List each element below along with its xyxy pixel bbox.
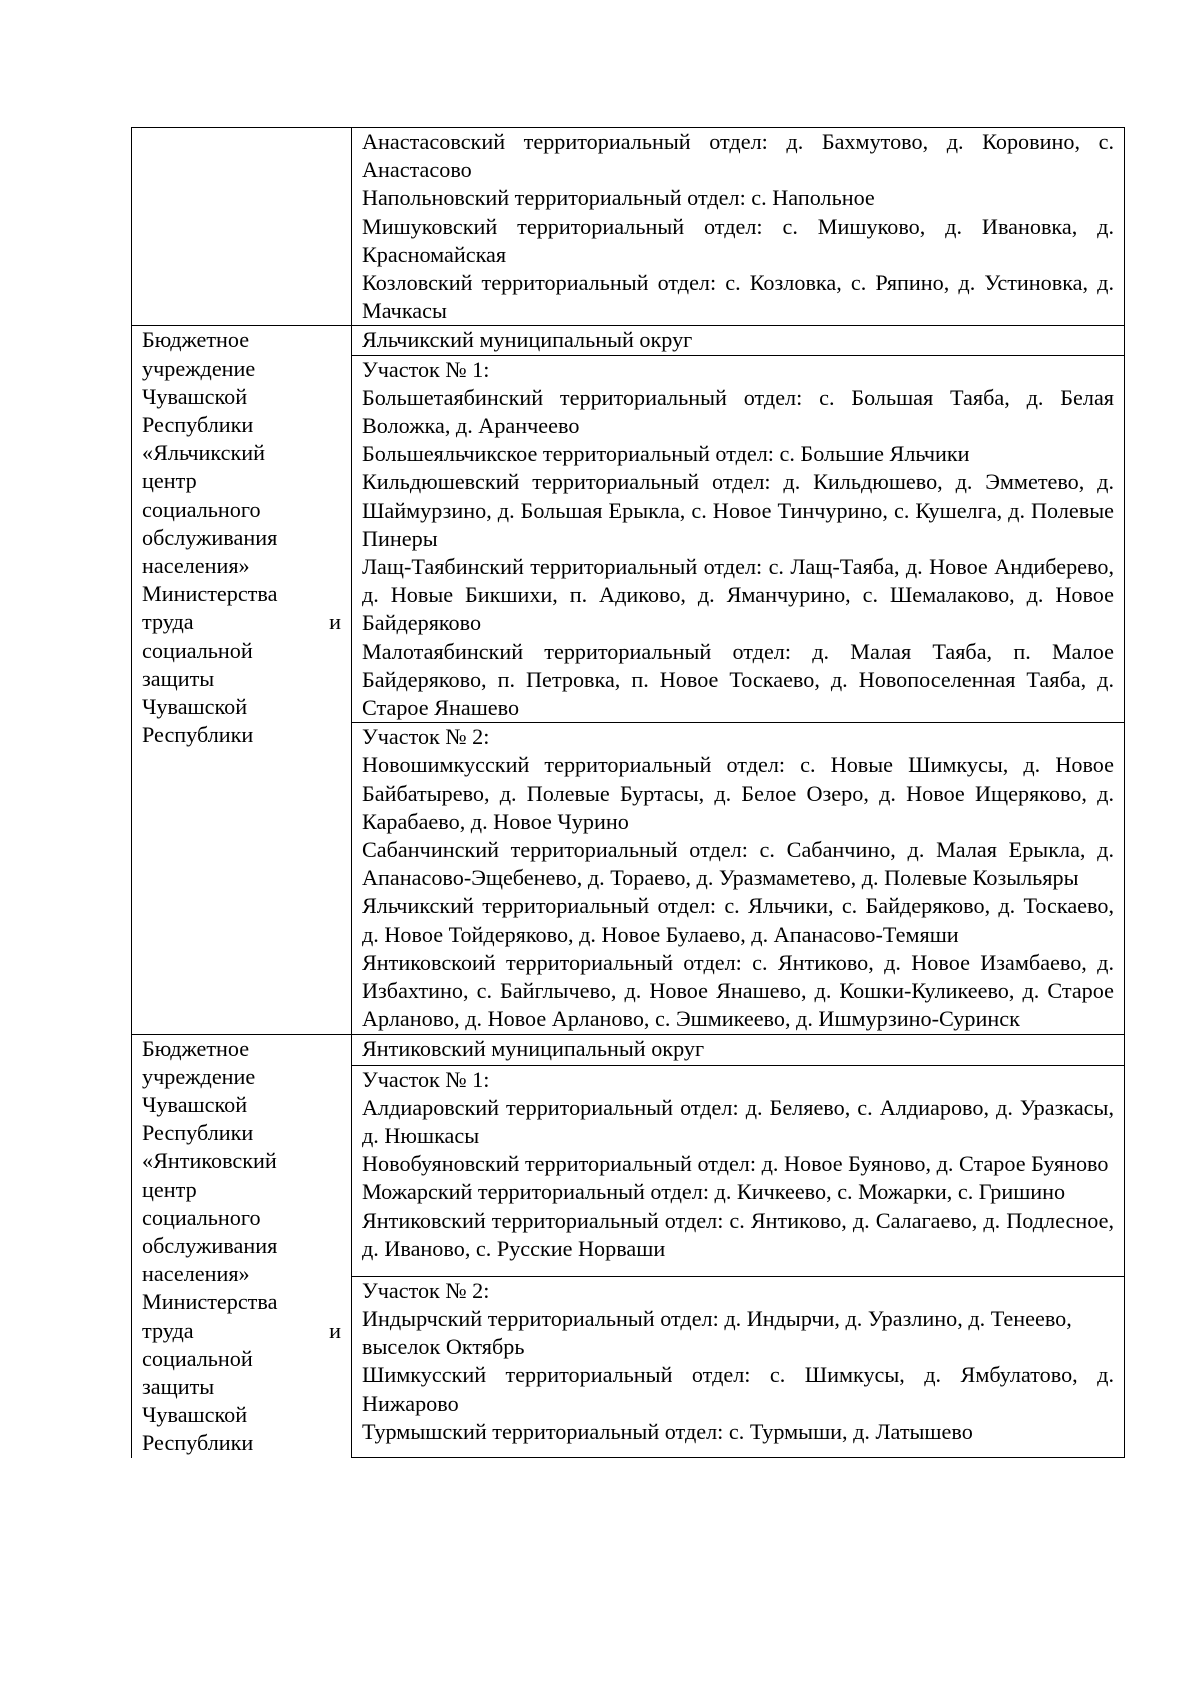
org-name: Бюджетное учреждение Чувашской Республики «Янтиковский центр социального обслуживания населения» Министерства [142, 1035, 278, 1315]
district-line: Напольновский территориальный отдел: с. Напольное [362, 185, 875, 211]
section-cell [352, 723, 1125, 1034]
district-line: Шимкусский территориальный отдел: с. Шимкусы, д. Ямбулатово, д. Нижарово [362, 1362, 1114, 1416]
district-line: Яльчикский территориальный отдел: с. Яльчики, с. Байдеряково, д. Тоскаево, д. Новое Тойдеряково, д. Новое Булаево, д. Апанасово-Темяши [362, 893, 1114, 947]
section-cell [352, 355, 1125, 723]
districts-cell [352, 128, 1125, 326]
section-title: Участок № 1: [362, 356, 490, 382]
okrug-title: Янтиковский муниципальный округ [362, 1035, 705, 1061]
org-word: труда [142, 609, 194, 635]
org-word-and: и [329, 1317, 341, 1343]
org-word-and: и [329, 609, 341, 635]
section-title: Участок № 2: [362, 724, 490, 750]
org-name-bottom: социальной защиты Чувашской Республики [142, 1345, 254, 1456]
district-line: Индырчский территориальный отдел: д. Индырчи, д. Уразлино, д. Тенеево, [362, 1306, 1072, 1332]
okrug-cell [352, 326, 1125, 355]
table-row [132, 326, 1125, 355]
table-row [132, 128, 1125, 326]
section-title: Участок № 2: [362, 1277, 490, 1303]
district-line: Турмышский территориальный отдел: с. Турмыши, д. Латышево [362, 1418, 973, 1444]
district-line: Козловский территориальный отдел: с. Козловка, с. Ряпино, д. Устиновка, д. Мачкасы [362, 270, 1114, 324]
district-line: выселок Октябрь [362, 1334, 525, 1360]
district-line: Малотаябинский территориальный отдел: д. Малая Таяба, п. Малое Байдеряково, п. Петровка, п. Новое Тоскаево, д. Новопоселенная Таяба, д. Старое Янашево [362, 638, 1114, 721]
district-line: Мишуковский территориальный отдел: с. Мишуково, д. Ивановка, д. Красномайская [362, 213, 1114, 267]
district-line: Новошимкусский территориальный отдел: с. Новые Шимкусы, д. Новое Байбатырево, д. Полевые Буртасы, д. Белое Озеро, д. Новое Ищеряково, д. Карабаево, д. Новое Чурино [362, 752, 1114, 834]
district-line: Янтиковскоий территориальный отдел: с. Янтиково, д. Новое Изамбаево, д. Избахтино, с. Байглычево, д. Новое Янашево, д. Кошки-Куликеево, д. Старое Арланово, д. Новое Арланово, с. Эшмикеево, д. Ишмурзино-Суринск [362, 949, 1114, 1032]
district-line: Кильдюшевский территориальный отдел: д. Кильдюшево, д. Эмметево, д. Шаймурзино, д. Большая Ерыкла, с. Новое Тинчурино, с. Кушелга, д. Полевые Пинеры [362, 469, 1114, 551]
org-name-and-line [142, 1317, 341, 1345]
okrug-cell [352, 1034, 1125, 1065]
org-name-bottom: социальной защиты Чувашской Республики [142, 637, 254, 748]
district-line: Сабанчинский территориальный отдел: с. Сабанчино, д. Малая Ерыкла, д. Апанасово-Эщебенево, д. Тораево, д. Уразмаметево, д. Полевые Козыльяры [362, 837, 1114, 891]
district-line: Янтиковский территориальный отдел: с. Янтиково, д. Салагаево, д. Подлесное, д. Иваново, с. Русские Норваши [362, 1207, 1114, 1261]
section-cell [352, 1276, 1125, 1457]
section-title: Участок № 1: [362, 1066, 490, 1092]
org-name: Бюджетное учреждение Чувашской Республики «Яльчикский центр социального обслуживания населения» Министерства [142, 327, 278, 607]
table-row [132, 1034, 1125, 1065]
district-line: Анастасовский территориальный отдел: д. Бахмутово, д. Коровино, с. Анастасово [362, 129, 1114, 183]
org-cell-empty [132, 128, 352, 326]
org-cell [132, 1034, 352, 1458]
district-line: Алдиаровский территориальный отдел: д. Беляево, с. Алдиарово, д. Уразкасы, д. Нюшкасы [362, 1094, 1114, 1148]
org-name-and-line [142, 608, 341, 636]
org-word: труда [142, 1317, 194, 1343]
district-line: Новобуяновский территориальный отдел: д. Новое Буяново, д. Старое Буяново [362, 1151, 1109, 1177]
document-table [131, 127, 1125, 1458]
district-line: Лащ-Таябинский территориальный отдел: с. Лащ-Таяба, д. Новое Андиберево, д. Новые Бикшихи, п. Адиково, д. Яманчурино, с. Шемалаково, д. Новое Байдеряково [362, 554, 1114, 636]
section-cell [352, 1065, 1125, 1276]
org-cell [132, 326, 352, 1034]
district-line: Большеяльчикское территориальный отдел: с. Большие Яльчики [362, 441, 970, 467]
district-line: Можарский территориальный отдел: д. Кичкеево, с. Можарки, с. Гришино [362, 1179, 1066, 1205]
district-line: Большетаябинский территориальный отдел: с. Большая Таяба, д. Белая Воложка, д. Аранчеево [362, 384, 1114, 439]
okrug-title: Яльчикский муниципальный округ [362, 327, 693, 353]
